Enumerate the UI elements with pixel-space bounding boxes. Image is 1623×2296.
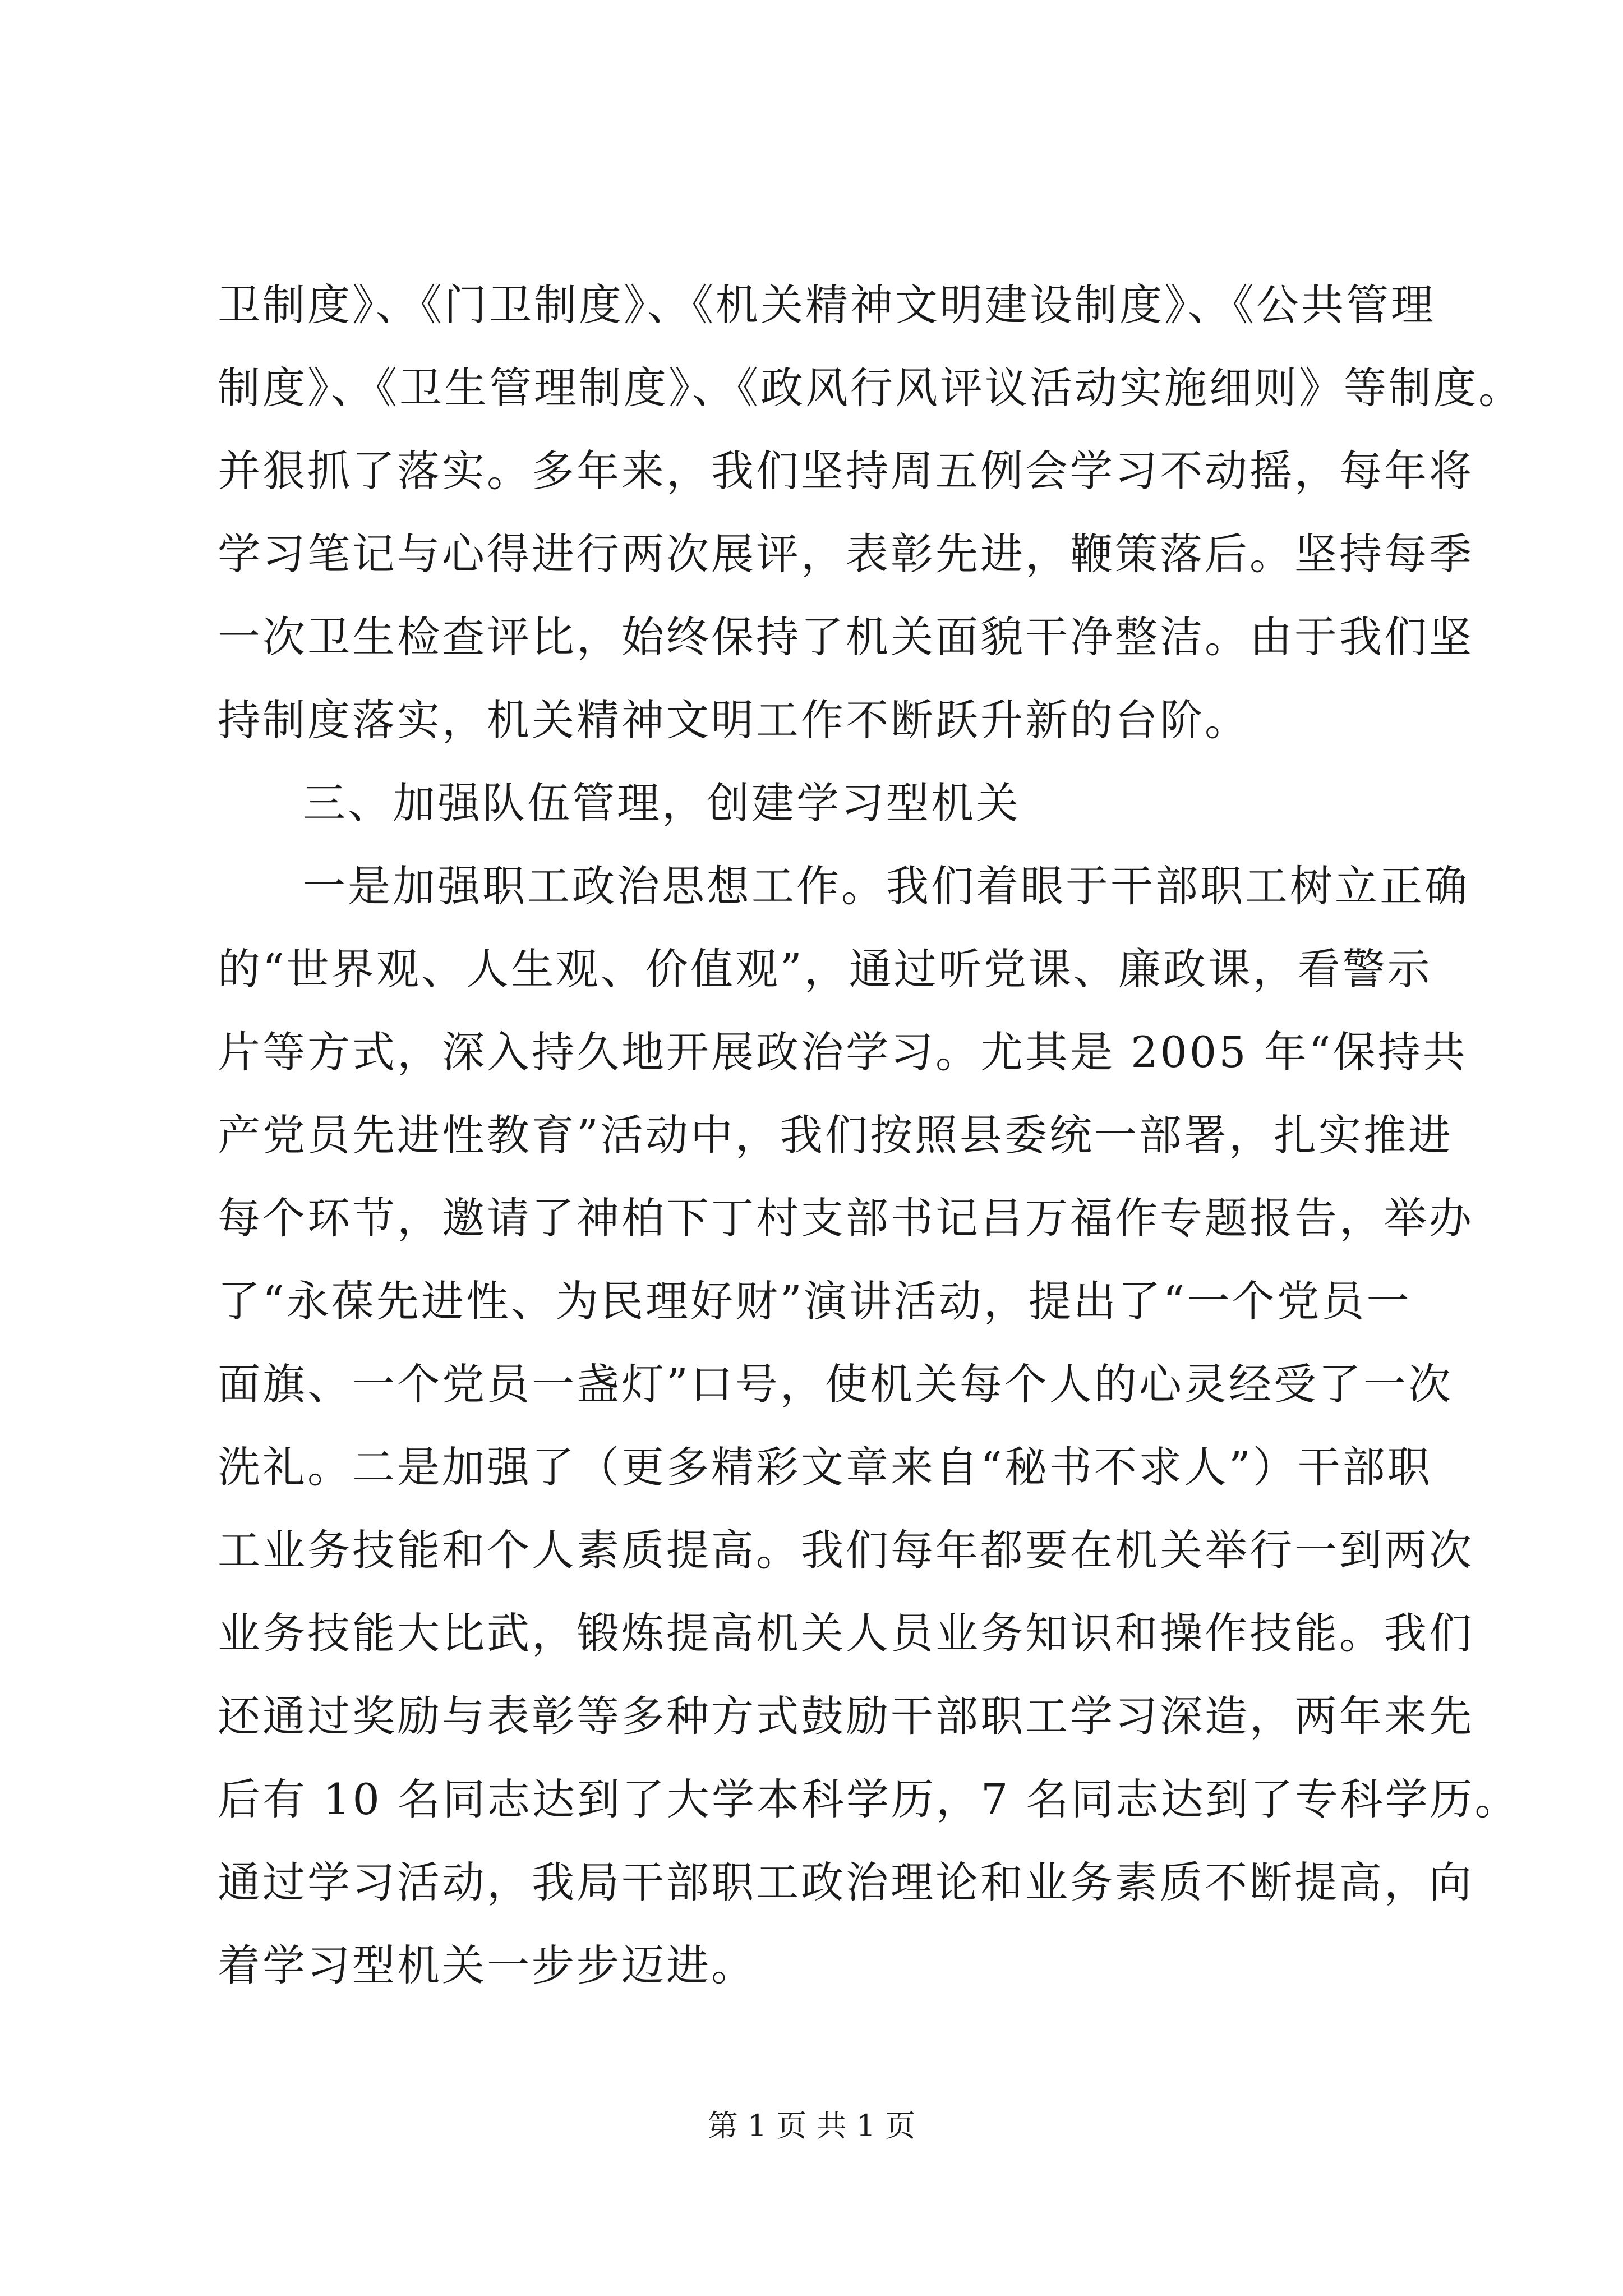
body-line: 制度》、《卫生管理制度》、《政风行风评议活动实施细则》等制度。 <box>218 363 1523 413</box>
document-body <box>218 264 1523 2007</box>
body-line: 业务技能大比武，锻炼提高机关人员业务知识和操作技能。我们 <box>218 1608 1474 1658</box>
body-line: 的“世界观、人生观、价值观”，通过听党课、廉政课，看警示 <box>218 944 1432 994</box>
body-line: 了“永葆先进性、为民理好财”演讲活动，提出了“一个党员一 <box>218 1276 1412 1326</box>
body-line: 还通过奖励与表彰等多种方式鼓励干部职工学习深造，两年来先 <box>218 1691 1474 1741</box>
body-line: 卫制度》、《门卫制度》、《机关精神文明建设制度》、《公共管理 <box>218 280 1436 330</box>
body-line: 每个环节，邀请了神柏下丁村支部书记吕万福作专题报告，举办 <box>218 1193 1474 1243</box>
body-line: 产党员先进性教育”活动中，我们按照县委统一部署，扎实推进 <box>218 1110 1453 1160</box>
body-line: 着学习型机关一步步迈进。 <box>218 1940 756 1990</box>
body-line: 一是加强职工政治思想工作。我们着眼于干部职工树立正确 <box>303 861 1469 911</box>
body-line: 洗礼。二是加强了（更多精彩文章来自“秘书不求人”）干部职 <box>218 1442 1432 1492</box>
body-line: 学习笔记与心得进行两次展评，表彰先进，鞭策落后。坚持每季 <box>218 529 1474 579</box>
section-heading: 三、加强队伍管理，创建学习型机关 <box>303 778 1021 828</box>
body-line: 一次卫生检查评比，始终保持了机关面貌干净整洁。由于我们坚 <box>218 612 1474 662</box>
body-line: 通过学习活动，我局干部职工政治理论和业务素质不断提高，向 <box>218 1857 1474 1907</box>
page-number-footer: 第 1 页 共 1 页 <box>707 2108 916 2143</box>
body-line: 面旗、一个党员一盏灯”口号，使机关每个人的心灵经受了一次 <box>218 1359 1453 1409</box>
body-line: 片等方式，深入持久地开展政治学习。尤其是 2005 年“保持共 <box>218 1027 1468 1077</box>
body-line: 并狠抓了落实。多年来，我们坚持周五例会学习不动摇，每年将 <box>218 446 1474 496</box>
body-line: 持制度落实，机关精神文明工作不断跃升新的台阶。 <box>218 695 1249 745</box>
body-line: 工业务技能和个人素质提高。我们每年都要在机关举行一到两次 <box>218 1525 1474 1575</box>
body-line: 后有 10 名同志达到了大学本科学历，7 名同志达到了专科学历。 <box>218 1774 1520 1824</box>
